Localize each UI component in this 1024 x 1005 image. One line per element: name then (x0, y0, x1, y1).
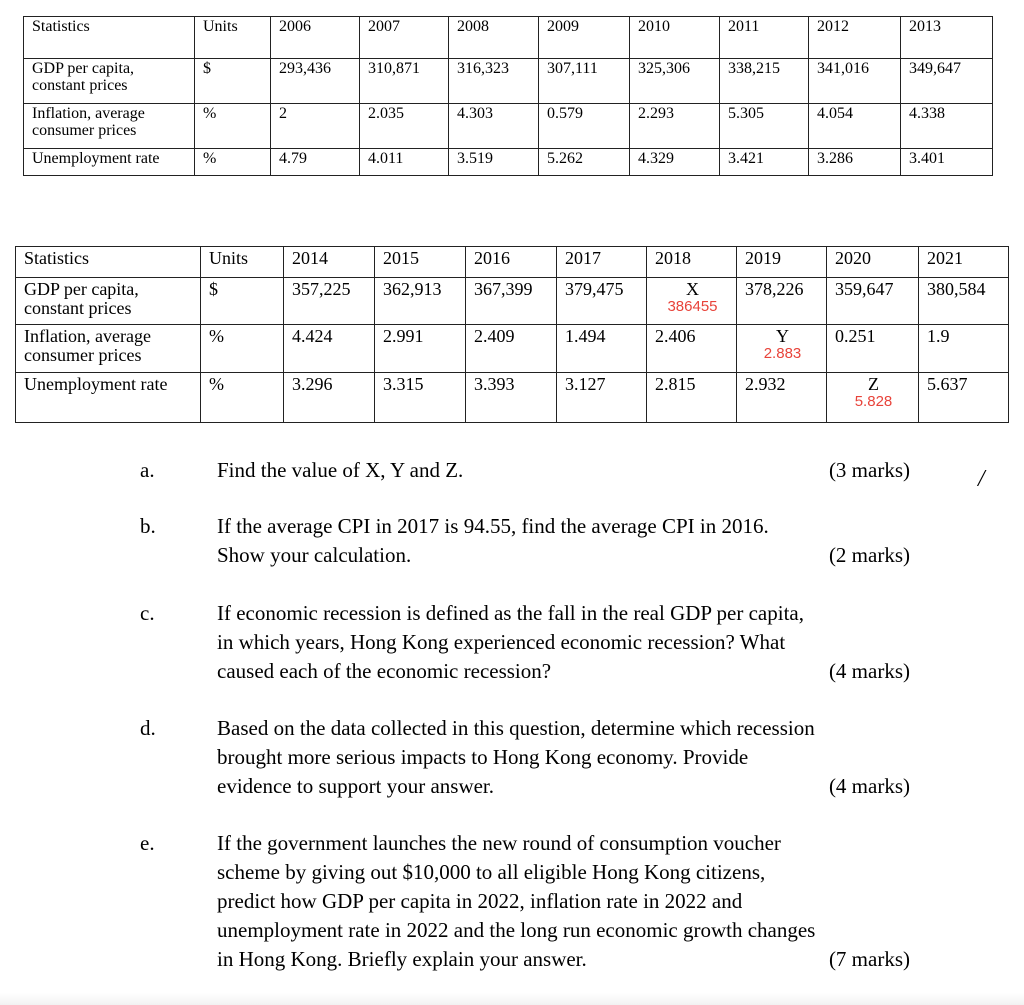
value-cell: 4.303 (457, 105, 493, 122)
value-cell: 2 (279, 105, 287, 122)
value-cell: 2.409 (474, 326, 515, 346)
question-text-line: Show your calculation. (217, 543, 412, 567)
value-cell: 359,647 (835, 279, 894, 299)
question-text-line: unemployment rate in 2022 and the long run economic growth changes (217, 918, 816, 942)
question-text-line: If the government launches the new round of consumption voucher (217, 831, 781, 855)
table-row-inflation (24, 104, 993, 149)
row-label: Unemployment rate (24, 374, 168, 394)
question-letter: e. (140, 831, 155, 855)
unit-cell: $ (203, 60, 211, 77)
value-cell: 325,306 (638, 60, 690, 77)
table-row-unemployment (24, 149, 993, 176)
header-cell: 2016 (474, 248, 510, 268)
answer-z: 5.828 (854, 392, 893, 410)
value-cell: 307,111 (547, 60, 598, 77)
value-cell: 2.035 (368, 105, 404, 122)
table-header-row (16, 247, 1009, 278)
value-cell: 362,913 (383, 279, 442, 299)
header-cell: 2021 (927, 248, 963, 268)
answer-y: 2.883 (763, 344, 802, 362)
header-cell: Units (209, 248, 249, 268)
value-cell: 367,399 (474, 279, 533, 299)
unknown-z-cell (827, 373, 918, 410)
row-label: GDP per capita, constant prices (24, 279, 139, 318)
question-letter: d. (140, 716, 156, 740)
question-text-line: Find the value of X, Y and Z. (217, 458, 464, 482)
header-cell: 2013 (909, 18, 941, 35)
value-cell: 3.421 (728, 150, 764, 167)
header-cell: 2015 (383, 248, 419, 268)
value-cell: 293,436 (279, 60, 331, 77)
value-cell: 380,584 (927, 279, 986, 299)
header-cell: Statistics (24, 248, 90, 268)
value-cell: 3.315 (383, 374, 424, 394)
header-cell: 2017 (565, 248, 601, 268)
row-label: Inflation, average consumer prices (32, 105, 145, 139)
row-label: Inflation, average consumer prices (24, 326, 151, 365)
table-header-row (24, 17, 993, 59)
value-cell: 2.932 (745, 374, 786, 394)
statistics-table-2006-2013 (23, 16, 993, 176)
value-cell: 1.494 (565, 326, 606, 346)
row-label: Unemployment rate (32, 150, 160, 167)
unit-cell: % (209, 374, 224, 394)
value-cell: 4.424 (292, 326, 333, 346)
question-letter: c. (140, 601, 155, 625)
question-letter: b. (140, 514, 156, 538)
value-cell: 0.251 (835, 326, 876, 346)
value-cell: 2.406 (655, 326, 696, 346)
unit-cell: % (209, 326, 224, 346)
header-cell: 2006 (279, 18, 311, 35)
page-bottom-edge (0, 993, 1024, 1005)
value-cell: 3.127 (565, 374, 606, 394)
header-cell: 2011 (728, 18, 760, 35)
value-cell: 3.519 (457, 150, 493, 167)
value-cell: 5.637 (927, 374, 968, 394)
value-cell: 349,647 (909, 60, 961, 77)
value-cell: 3.296 (292, 374, 333, 394)
header-cell: 2007 (368, 18, 400, 35)
header-cell: 2014 (292, 248, 328, 268)
value-cell: 341,016 (817, 60, 869, 77)
question-text-line: evidence to support your answer. (217, 774, 495, 798)
question-text-line: If the average CPI in 2017 is 94.55, find the average CPI in 2016. (217, 514, 769, 538)
table-row-inflation (16, 325, 1009, 373)
value-cell: 0.579 (547, 105, 583, 122)
value-cell: 310,871 (368, 60, 420, 77)
unknown-x-label: X (686, 279, 699, 299)
header-cell: 2018 (655, 248, 691, 268)
unknown-x-cell (647, 278, 736, 315)
question-text-line: predict how GDP per capita in 2022, inflation rate in 2022 and (217, 889, 743, 913)
question-marks: (4 marks) (828, 659, 910, 683)
question-letter: a. (140, 458, 155, 482)
value-cell: 379,475 (565, 279, 624, 299)
stray-pen-mark: / (978, 466, 985, 492)
value-cell: 4.011 (368, 150, 404, 167)
value-cell: 2.991 (383, 326, 424, 346)
value-cell: 4.329 (638, 150, 674, 167)
statistics-table-2014-2021 (15, 246, 1009, 423)
header-cell: 2012 (817, 18, 849, 35)
value-cell: 2.293 (638, 105, 674, 122)
table-row-unemployment (16, 373, 1009, 423)
header-cell: 2009 (547, 18, 579, 35)
header-cell: 2010 (638, 18, 670, 35)
value-cell: 316,323 (457, 60, 509, 77)
value-cell: 4.79 (279, 150, 307, 167)
header-cell: 2019 (745, 248, 781, 268)
header-cell: 2020 (835, 248, 871, 268)
unit-cell: % (203, 150, 217, 167)
question-text-line: If economic recession is defined as the fall in the real GDP per capita, (217, 601, 804, 625)
question-marks: (3 marks) (828, 458, 910, 482)
value-cell: 3.393 (474, 374, 515, 394)
question-marks: (4 marks) (828, 774, 910, 798)
question-marks: (2 marks) (828, 543, 910, 567)
value-cell: 1.9 (927, 326, 950, 346)
unknown-y-label: Y (776, 326, 789, 346)
unit-cell: $ (209, 279, 218, 299)
value-cell: 3.286 (817, 150, 853, 167)
header-cell: Units (203, 18, 238, 35)
value-cell: 3.401 (909, 150, 945, 167)
value-cell: 2.815 (655, 374, 696, 394)
table-row-gdp (16, 278, 1009, 325)
unknown-z-label: Z (868, 374, 879, 394)
value-cell: 5.262 (547, 150, 583, 167)
question-text-line: brought more serious impacts to Hong Kong economy. Provide (217, 745, 749, 769)
unknown-y-cell (737, 325, 826, 362)
question-text-line: Based on the data collected in this question, determine which recession (217, 716, 815, 740)
header-cell: 2008 (457, 18, 489, 35)
question-text-line: caused each of the economic recession? (217, 659, 552, 683)
header-cell: Statistics (32, 18, 90, 35)
value-cell: 4.054 (817, 105, 853, 122)
question-text-line: in which years, Hong Kong experienced economic recession? What (217, 630, 786, 654)
answer-x: 386455 (667, 297, 718, 315)
value-cell: 4.338 (909, 105, 945, 122)
unit-cell: % (203, 105, 217, 122)
table-row-gdp (24, 59, 993, 104)
question-text-line: in Hong Kong. Briefly explain your answer. (217, 947, 587, 971)
question-marks: (7 marks) (828, 947, 910, 971)
value-cell: 338,215 (728, 60, 780, 77)
value-cell: 378,226 (745, 279, 804, 299)
value-cell: 5.305 (728, 105, 764, 122)
row-label: GDP per capita, constant prices (32, 60, 135, 94)
value-cell: 357,225 (292, 279, 351, 299)
question-text-line: scheme by giving out $10,000 to all eligible Hong Kong citizens, (217, 860, 766, 884)
